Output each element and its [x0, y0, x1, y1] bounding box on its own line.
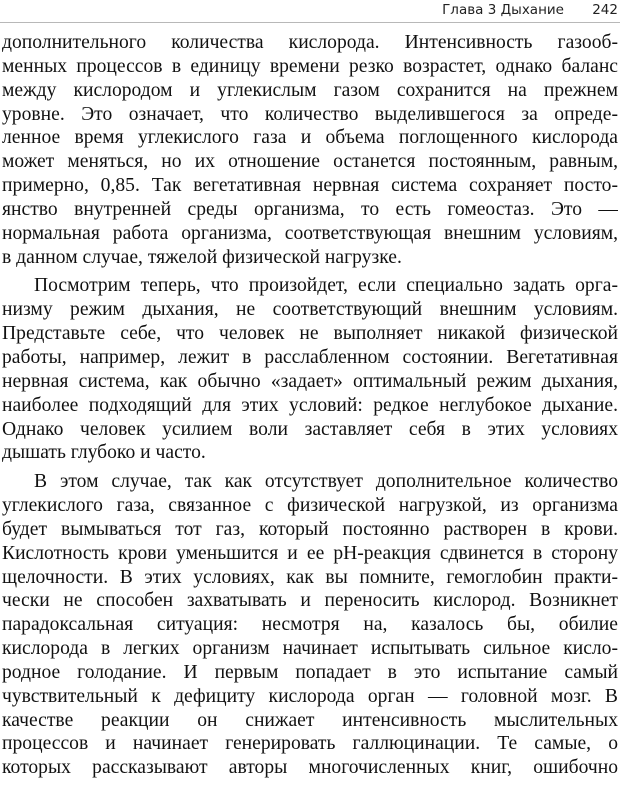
- text-line: качестве реакции он снижает интенсивность мыслительных: [2, 709, 618, 731]
- text-line: уровне. Это означает, что количество выделившегося за опреде-: [2, 103, 618, 125]
- text-line: в данном случае, тяжелой физической нагрузке.: [2, 246, 402, 268]
- paragraph-2: [2, 274, 618, 465]
- paragraph-3: [2, 470, 618, 780]
- text-line: ленное время углекислого газа и объема поглощенного кислорода: [2, 127, 618, 149]
- text-line: будет вымываться тот газ, который постоянно растворен в крови.: [2, 518, 618, 540]
- text-line: чувствительный к дефициту кислорода орган — головной мозг. В: [2, 685, 618, 707]
- text-line: Посмотрим теперь, что произойдет, если специально задать орга-: [34, 275, 618, 297]
- header-divider: [0, 22, 620, 23]
- text-line: дополнительного количества кислорода. Интенсивность газооб-: [2, 32, 618, 53]
- text-line: Однако человек усилием воли заставляет себя в этих условиях: [2, 418, 618, 440]
- body-text: [2, 31, 618, 785]
- text-line: наиболее подходящий для этих условий: редкое неглубокое дыхание.: [2, 394, 618, 416]
- text-line: углекислого газа, связанное с физической нагрузкой, из организма: [2, 495, 618, 517]
- text-line: щелочности. В этих условиях, как вы помните, гемоглобин практи-: [2, 566, 618, 588]
- page-number: 242: [592, 2, 618, 18]
- text-line: менных процессов в единицу времени резко возрастет, однако баланс: [2, 55, 618, 77]
- text-line: Представьте себе, что человек не выполняет никакой физической: [2, 323, 618, 345]
- chapter-title: Глава 3 Дыхание: [442, 2, 564, 18]
- text-line: янство внутренней среды организма, то есть гомеостаз. Это —: [2, 198, 618, 220]
- text-line: может меняться, но их отношение останется постоянным, равным,: [2, 151, 618, 173]
- text-line: родное голодание. И первым попадает в это испытание самый: [2, 661, 618, 683]
- text-line: кислорода в легких организм начинает испытывать сильное кисло-: [2, 638, 618, 660]
- text-line: чески не способен захватывать и переносить кислород. Возникнет: [2, 590, 618, 612]
- paragraph-1: [2, 31, 618, 269]
- text-line: нервная система, как обычно «задает» оптимальный режим дыхания,: [2, 370, 618, 392]
- text-line: низму режим дыхания, не соответствующий внешним условиям.: [2, 299, 618, 321]
- page-header: [0, 0, 620, 22]
- text-line: Кислотность крови уменьшится и ее pH-реакция сдвинется в сторону: [2, 542, 618, 564]
- text-line: примерно, 0,85. Так вегетативная нервная система сохраняет посто-: [2, 175, 618, 197]
- text-line: которых рассказывают авторы многочисленных книг, ошибочно: [2, 757, 618, 779]
- text-line: работы, например, лежит в расслабленном состоянии. Вегетативная: [2, 346, 618, 368]
- text-line: парадоксальная ситуация: несмотря на, казалось бы, обилие: [2, 614, 618, 636]
- text-line: нормальная работа организма, соответствующая внешним условиям,: [2, 222, 618, 244]
- text-line: дышать глубоко и часто.: [2, 442, 206, 464]
- text-line: процессов и начинает генерировать галлюцинации. Те самые, о: [2, 733, 618, 755]
- text-line: В этом случае, так как отсутствует дополнительное количество: [34, 471, 618, 493]
- text-line: между кислородом и углекислым газом сохранится на прежнем: [2, 79, 618, 101]
